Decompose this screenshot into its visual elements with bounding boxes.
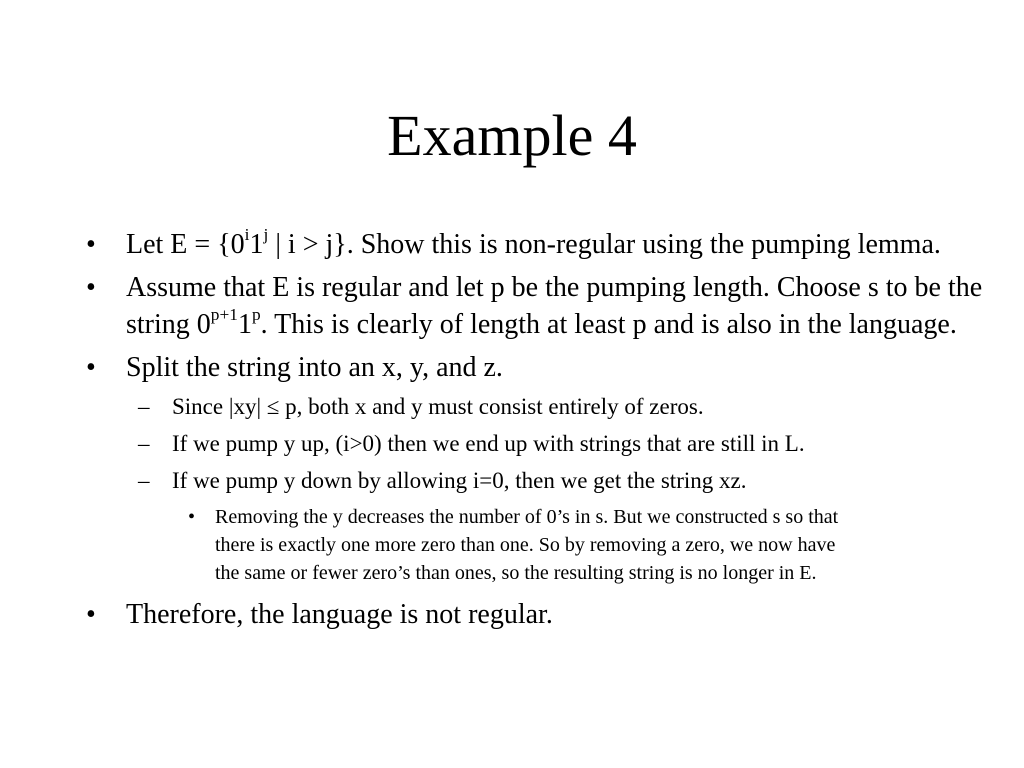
superscript: p [251, 305, 261, 325]
bullet-text: . This is clearly of length at least p and is also in the language. [260, 309, 957, 340]
bullet-text: Assume that E is regular and let p be the pumping length. Choose s to be the string 0 [126, 272, 983, 340]
bullet-conclusion [86, 596, 986, 633]
bullet-definition [86, 226, 986, 263]
superscript: p+1 [210, 305, 238, 325]
bullet-marker: • [188, 506, 196, 528]
superscript: j [263, 225, 269, 245]
bullet-assumption [86, 269, 986, 343]
sub-sub-bullet-text: Removing the y decreases the number of 0’s in s. But we constructed s so that there is exactly one more zero than one. So by removing a zero, we now have the same or fewer zero’s than ones, so the resulting string is no longer in E. [215, 506, 839, 584]
sub-bullet-text: If we pump y down by allowing i=0, then we get the string xz. [172, 468, 747, 493]
sub-bullet [86, 392, 986, 422]
bullet-text: | i > j}. Show this is non-regular using the pumping lemma. [268, 229, 941, 260]
bullet-marker: • [86, 352, 96, 383]
bullet-split [86, 349, 986, 386]
bullet-marker: • [86, 229, 96, 260]
sub-bullet-text: Since |xy| ≤ p, both x and y must consist entirely of zeros. [172, 394, 704, 419]
bullet-marker: • [86, 599, 96, 630]
sub-sub-bullet [86, 503, 860, 587]
bullet-text: Therefore, the language is not regular. [126, 599, 553, 630]
dash-marker: – [138, 468, 150, 493]
bullet-text: Split the string into an x, y, and z. [126, 352, 503, 383]
superscript: i [244, 225, 250, 245]
dash-marker: – [138, 431, 150, 456]
slide-title: Example 4 [387, 103, 637, 168]
bullet-marker: • [86, 272, 96, 303]
sub-bullet-text: If we pump y up, (i>0) then we end up with strings that are still in L. [172, 431, 805, 456]
sub-bullet [86, 466, 986, 496]
bullet-text: Let E = {0 [126, 229, 245, 260]
sub-bullet [86, 429, 986, 459]
bullet-text: 1 [237, 309, 252, 340]
dash-marker: – [138, 394, 150, 419]
slide-body [86, 226, 986, 639]
bullet-text: 1 [249, 229, 264, 260]
